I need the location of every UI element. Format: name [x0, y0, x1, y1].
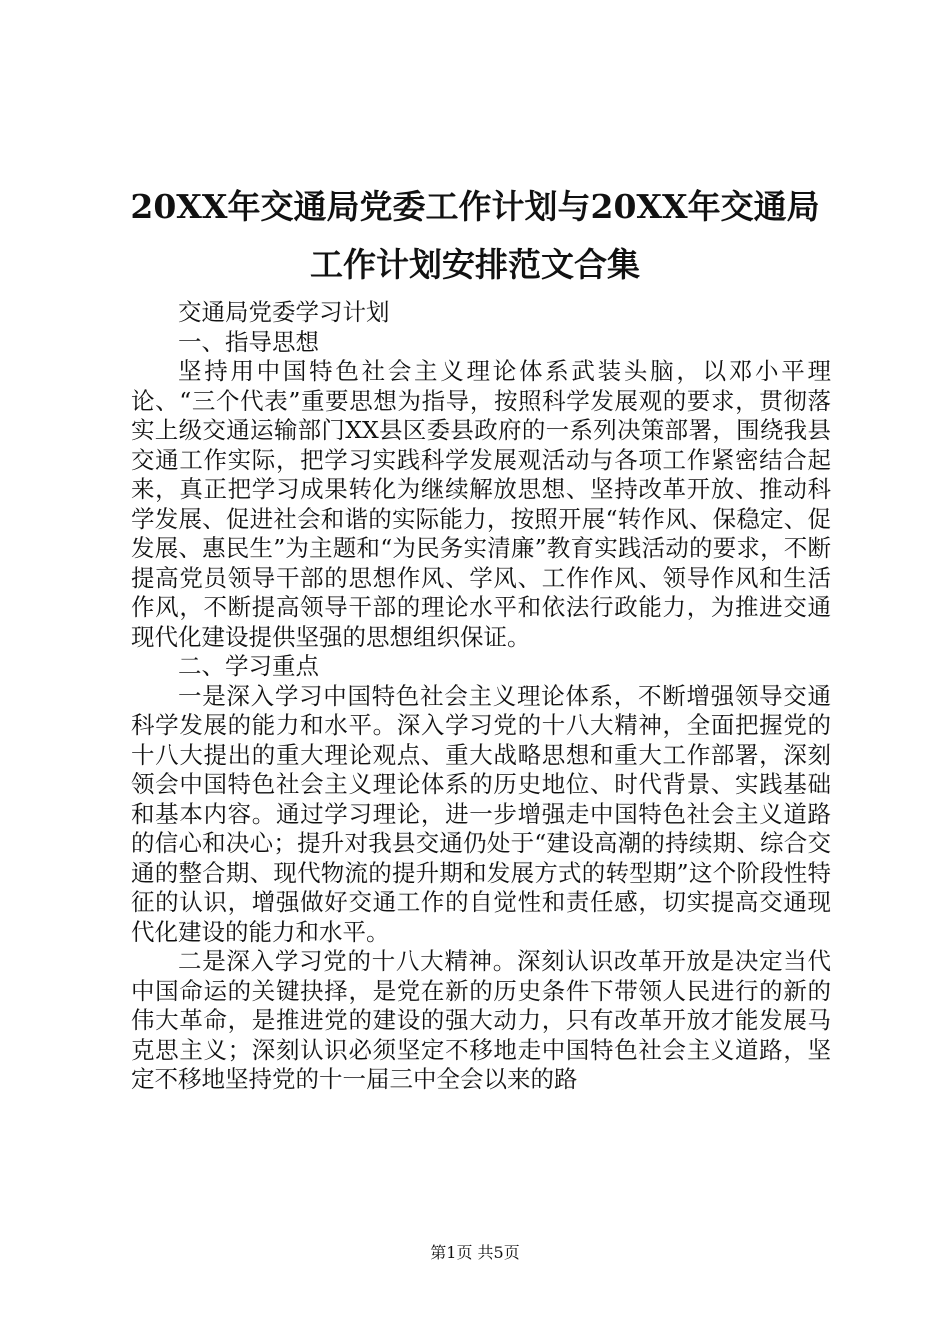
title-line-2: 工作计划安排范文合集: [310, 245, 640, 284]
page-indicator: 第1页 共5页: [430, 1243, 520, 1262]
body-paragraph: 二是深入学习党的十八大精神。深刻认识改革开放是决定当代中国命运的关键抉择，是党在新的历史条件下带领人民进行的新的伟大革命，是推进党的建设的强大动力，只有改革开放才能发展马克思主义；深刻认识必须坚定不移地走中国特色社会主义道路，坚定不移地坚持党的十一届三中全会以来的路: [131, 947, 831, 1093]
body-paragraph: 坚持用中国特色社会主义理论体系武装头脑，以邓小平理论、“三个代表”重要思想为指导，按照科学发展观的要求，贯彻落实上级交通运输部门XX县区委县政府的一系列决策部署，围绕我县交通工作实际，把学习实践科学发展观活动与各项工作紧密结合起来，真正把学习成果转化为继续解放思想、坚持改革开放、推动科学发展、促进社会和谐的实际能力，按照开展“转作风、保稳定、促发展、惠民生”为主题和“为民务实清廉”教育实践活动的要求，不断提高党员领导干部的思想作风、学风、工作作风、领导作风和生活作风，不断提高领导干部的理论水平和依法行政能力，为推进交通现代化建设提供坚强的思想组织保证。: [131, 357, 831, 651]
document-title: [100, 178, 850, 294]
section-heading: 二、学习重点: [178, 652, 319, 680]
section-heading: 交通局党委学习计划: [178, 298, 390, 326]
title-line-1: 20XX年交通局党委工作计划与20XX年交通局: [130, 187, 820, 226]
body-paragraph: 一是深入学习中国特色社会主义理论体系，不断增强领导交通科学发展的能力和水平。深入学习党的十八大精神，全面把握党的十八大提出的重大理论观点、重大战略思想和重大工作部署，深刻领会中国特色社会主义理论体系的历史地位、时代背景、实践基础和基本内容。通过学习理论，进一步增强走中国特色社会主义道路的信心和决心；提升对我县交通仍处于“建设高潮的持续期、综合交通的整合期、现代物流的提升期和发展方式的转型期”这个阶段性特征的认识，增强做好交通工作的自觉性和责任感，切实提高交通现代化建设的能力和水平。: [131, 681, 831, 946]
section-heading: 一、指导思想: [178, 327, 319, 356]
document-body: [131, 298, 831, 1095]
page-footer: [0, 1243, 950, 1263]
